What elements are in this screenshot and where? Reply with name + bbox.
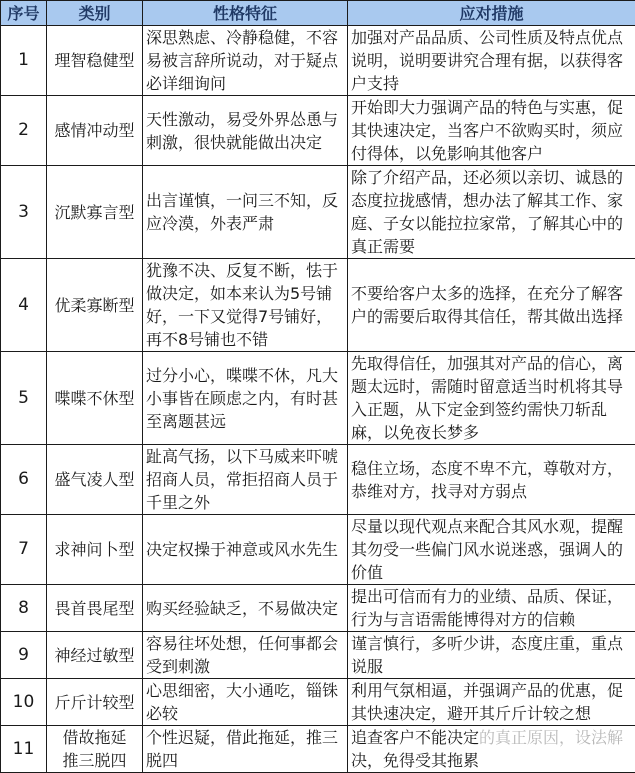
row-trait: 个性迟疑，借此拖延，推三脱四 (143, 726, 348, 773)
row-response: 不要给客户太多的选择，在充分了解客户的需要后取得其信任，帮其做出选择 (348, 259, 635, 352)
header-row (1, 1, 635, 26)
row-no: 7 (1, 515, 47, 585)
row-type (47, 726, 143, 773)
row-no: 11 (1, 726, 47, 773)
row-type: 感情冲动型 (47, 96, 143, 166)
row-type: 神经过敏型 (47, 632, 143, 679)
row-trait: 犹豫不决、反复不断，怯于做决定，如本来认为5号铺好，一下又觉得7号铺好，再不8号铺也不错 (143, 259, 348, 352)
row-response: 尽量以现代观点来配合其风水观，提醒其勿受一些偏门风水说迷惑，强调人的价值 (348, 515, 635, 585)
row-no: 4 (1, 259, 47, 352)
row-type: 畏首畏尾型 (47, 585, 143, 632)
row-response: 加强对产品品质、公司性质及特点优点说明，说明要讲究合理有据，以获得客户支持 (348, 26, 635, 96)
table-row (1, 515, 635, 585)
row-response: 开始即大力强调产品的特色与实惠，促其快速决定，当客户不欲购买时，须应付得体，以免影响其他客户 (348, 96, 635, 166)
response-text-end: 决，免得受其拖累 (351, 751, 479, 770)
row-no: 9 (1, 632, 47, 679)
row-response: 先取得信任，加强其对产品的信心，离题太远时，需随时留意适当时机将其导入正题，从下定金到签约需快刀斩乱麻，以免夜长梦多 (348, 352, 635, 445)
row-no: 3 (1, 166, 47, 259)
row-type: 喋喋不休型 (47, 352, 143, 445)
table-row (1, 166, 635, 259)
header-trait: 性格特征 (143, 1, 348, 26)
row-type: 斤斤计较型 (47, 679, 143, 726)
row-response: 除了介绍产品，还必须以亲切、诚恳的态度拉拢感情，想办法了解其工作、家庭、子女以能拉拉家常，了解其心中的真正需要 (348, 166, 635, 259)
table-row (1, 445, 635, 515)
row-trait: 天性激动，易受外界怂恿与刺激，很快就能做出决定 (143, 96, 348, 166)
header-type: 类别 (47, 1, 143, 26)
row-type: 盛气凌人型 (47, 445, 143, 515)
row-response: 稳住立场，态度不卑不亢，尊敬对方，恭维对方，找寻对方弱点 (348, 445, 635, 515)
row-no: 6 (1, 445, 47, 515)
row-type: 优柔寡断型 (47, 259, 143, 352)
row-type: 理智稳健型 (47, 26, 143, 96)
row-trait: 过分小心，喋喋不休，凡大小事皆在顾虑之内，有时甚至离题甚远 (143, 352, 348, 445)
row-trait: 出言谨慎，一问三不知，反应冷漠，外表严肃 (143, 166, 348, 259)
row-type-line2: 推三脱四 (62, 751, 126, 770)
row-trait: 决定权操于神意或风水先生 (143, 515, 348, 585)
row-trait: 心思细密，大小通吃，锱铢必较 (143, 679, 348, 726)
table-row (1, 585, 635, 632)
row-type: 沉默寡言型 (47, 166, 143, 259)
row-trait: 容易往坏处想，任何事都会受到刺激 (143, 632, 348, 679)
row-type-line1: 借故拖延 (62, 728, 126, 747)
table-row (1, 726, 635, 773)
row-response: 谨言慎行，多听少讲，态度庄重，重点说服 (348, 632, 635, 679)
row-trait: 购买经验缺乏，不易做决定 (143, 585, 348, 632)
table-row (1, 26, 635, 96)
row-response (348, 726, 635, 773)
row-no: 1 (1, 26, 47, 96)
row-trait: 深思熟虑、冷静稳健，不容易被言辞所说动，对于疑点必详细询问 (143, 26, 348, 96)
row-no: 8 (1, 585, 47, 632)
table-row (1, 96, 635, 166)
row-response: 提出可信而有力的业绩、品质、保证，行为与言语需能博得对方的信赖 (348, 585, 635, 632)
header-response: 应对措施 (348, 1, 635, 26)
row-no: 2 (1, 96, 47, 166)
table-row (1, 352, 635, 445)
response-text-start: 追查客户不能决定 (351, 728, 479, 747)
row-no: 10 (1, 679, 47, 726)
watermark-text: 的真正原因，设法解 (479, 728, 623, 747)
row-trait: 趾高气扬，以下马威来吓唬招商人员，常拒招商人员于千里之外 (143, 445, 348, 515)
table-row (1, 259, 635, 352)
row-type: 求神问卜型 (47, 515, 143, 585)
row-response: 利用气氛相逼，并强调产品的优惠，促其快速决定，避开其斤斤计较之想 (348, 679, 635, 726)
header-no: 序号 (1, 1, 47, 26)
row-no: 5 (1, 352, 47, 445)
table-row (1, 679, 635, 726)
table-row (1, 632, 635, 679)
